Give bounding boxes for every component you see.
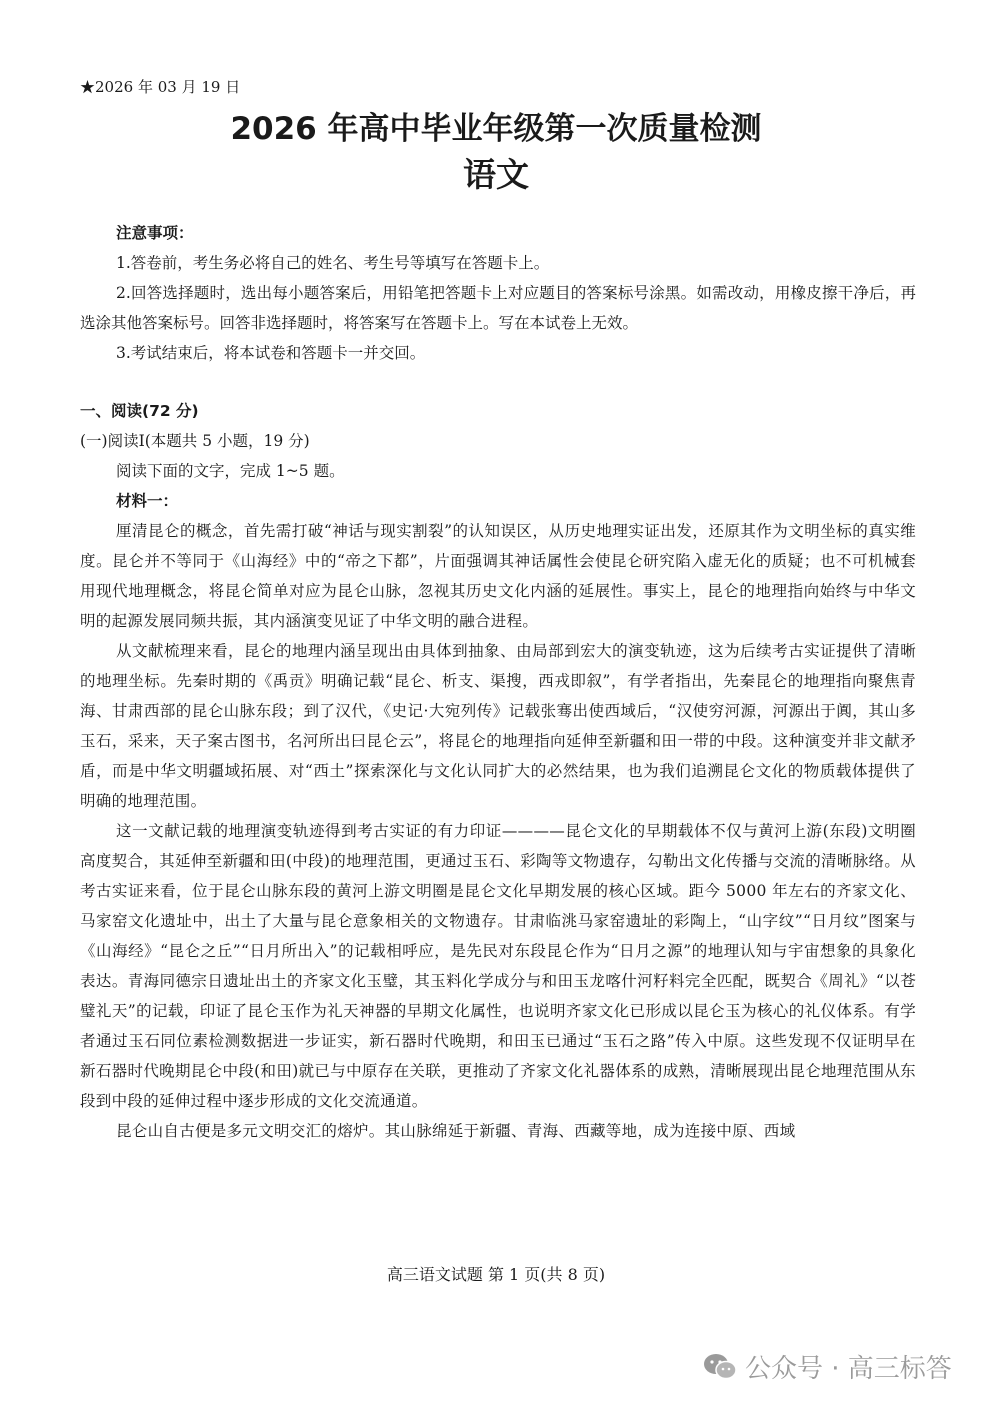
notice-item: 1.答卷前，考生务必将自己的姓名、考生号等填写在答题卡上。	[116, 254, 550, 272]
section-title: 一、阅读(72 分)	[80, 402, 199, 420]
notice-block	[80, 218, 916, 368]
exam-title: 2026 年高中毕业年级第一次质量检测	[230, 111, 762, 147]
material-heading: 材料一：	[116, 492, 179, 510]
watermark-text: 公众号 · 高三标答	[745, 1354, 952, 1384]
instruction-text: 阅读下面的文字，完成 1~5 题。	[116, 462, 345, 480]
passage-paragraph: 昆仑山自古便是多元文明交汇的熔炉。其山脉绵延于新疆、青海、西藏等地，成为连接中原、西域	[116, 1122, 796, 1140]
passage-paragraph: 厘清昆仑的概念，首先需打破“神话与现实割裂”的认知误区，从历史地理实证出发，还原其作为文明坐标的真实维度。昆仑并不等同于《山海经》中的“帝之下都”，片面强调其神话属性会使昆仑研究陷入虚无化的质疑；也不可机械套用现代地理概念，将昆仑简单对应为昆仑山脉，忽视其历史文化内涵的延展性。事实上，昆仑的地理指向始终与中华文明的起源发展同频共振，其内涵演变见证了中华文明的融合进程。	[80, 522, 916, 630]
wechat-icon	[703, 1352, 737, 1382]
subsection-title: (一)阅读Ⅰ(本题共 5 小题，19 分)	[80, 432, 310, 450]
notice-heading: 注意事项：	[116, 224, 194, 242]
reading-section	[80, 396, 916, 1146]
notice-item: 3.考试结束后，将本试卷和答题卡一并交回。	[116, 344, 426, 362]
passage-paragraph: 这一文献记载的地理演变轨迹得到考古实证的有力印证————昆仑文化的早期载体不仅与黄河上游(东段)文明圈高度契合，其延伸至新疆和田(中段)的地理范围，更通过玉石、彩陶等文物遗存，勾勒出文化传播与交流的清晰脉络。从考古实证来看，位于昆仑山脉东段的黄河上游文明圈是昆仑文化早期发展的核心区域。距今 5000 年左右的齐家文化、马家窑文化遗址中，出土了大量与昆仑意象相关的文物遗存。甘肃临洮马家窑遗址的彩陶上，“山字纹”“日月纹”图案与《山海经》“昆仑之丘”“日月所出入”的记载相呼应，是先民对东段昆仑作为“日月之源”的地理认知与宇宙想象的具象化表达。青海同德宗日遗址出土的齐家文化玉璧，其玉料化学成分与和田玉龙喀什河籽料完全匹配，既契合《周礼》“以苍璧礼天”的记载，印证了昆仑玉作为礼天神器的早期文化属性，也说明齐家文化已形成以昆仑玉为核心的礼仪体系。有学者通过玉石同位素检测数据进一步证实，新石器时代晚期，和田玉已通过“玉石之路”传入中原。这些发现不仅证明早在新石器时代晚期昆仑中段(和田)就已与中原存在关联，更推动了齐家文化礼器体系的成熟，清晰展现出昆仑地理范围从东段到中段的延伸过程中逐步形成的文化交流通道。	[80, 822, 916, 1110]
notice-item: 2.回答选择题时，选出每小题答案后，用铅笔把答题卡上对应题目的答案标号涂黑。如需改动，用橡皮擦干净后，再选涂其他答案标号。回答非选择题时，将答案写在答题卡上。写在本试卷上无效。	[80, 284, 916, 332]
passage-paragraph: 从文献梳理来看，昆仑的地理内涵呈现出由具体到抽象、由局部到宏大的演变轨迹，这为后续考古实证提供了清晰的地理坐标。先秦时期的《禹贡》明确记载“昆仑、析支、渠搜，西戎即叙”，有学者指出，先秦昆仑的地理指向聚焦青海、甘肃西部的昆仑山脉东段；到了汉代，《史记·大宛列传》记载张骞出使西域后，“汉使穷河源，河源出于阗，其山多玉石，采来，天子案古图书，名河所出曰昆仑云”，将昆仑的地理指向延伸至新疆和田一带的中段。这种演变并非文献矛盾，而是中华文明疆域拓展、对“西土”探索深化与文化认同扩大的必然结果，也为我们追溯昆仑文化的物质载体提供了明确的地理范围。	[80, 642, 916, 810]
exam-subject: 语文	[463, 155, 529, 194]
page-footer: 高三语文试题 第 1 页(共 8 页)	[386, 1265, 606, 1284]
watermark	[703, 1348, 952, 1385]
exam-date: ★2026 年 03 月 19 日	[80, 78, 241, 96]
